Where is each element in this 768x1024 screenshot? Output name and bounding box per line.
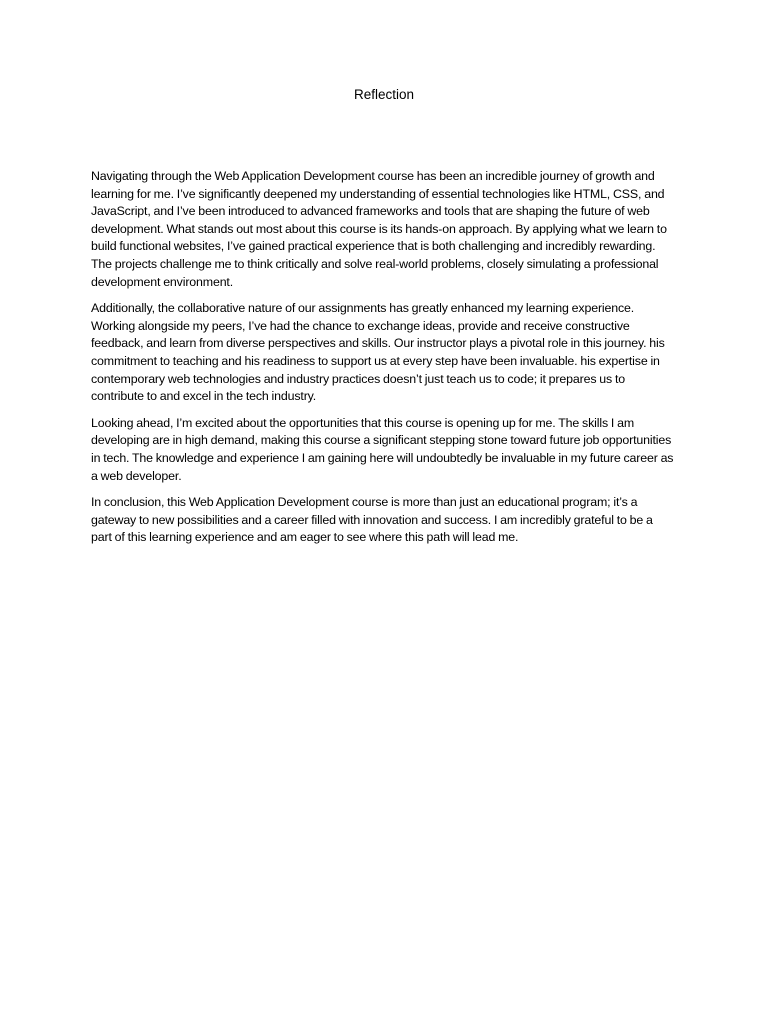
document-title: Reflection — [353, 87, 415, 102]
document-body — [91, 168, 675, 556]
paragraph-4: In conclusion, this Web Application Development course is more than just an educational program; it’s a gateway to new possibilities and a career filled with innovation and success. I am incredibly grateful to be a part of this learning experience and am eager to see where this path will lead me. — [91, 495, 653, 545]
paragraph-3: Looking ahead, I’m excited about the opportunities that this course is opening up for me. The skills I am developing are in high demand, making this course a significant stepping stone toward future job opportunities in tech. The knowledge and experience I am gaining here will undoubtedly be invaluable in my future career as a web developer. — [91, 415, 674, 483]
paragraph-2: Additionally, the collaborative nature of our assignments has greatly enhanced my learning experience. Working alongside my peers, I’ve had the chance to exchange ideas, provide and receive constructive feedback, and learn from diverse perspectives and skills. Our instructor plays a pivotal role in this journey. his commitment to teaching and his readiness to support us at every step have been invaluable. his expertise in contemporary web technologies and industry practices doesn’t just teach us to code; it prepares us to contribute to and excel in the tech industry. — [91, 301, 665, 404]
paragraph-1: Navigating through the Web Application Development course has been an incredible journey of growth and learning for me. I’ve significantly deepened my understanding of essential technologies like HTML, CSS, and JavaScript, and I’ve been introduced to advanced frameworks and tools that are shaping the future of web development. What stands out most about this course is its hands-on approach. By applying what we learn to build functional websites, I’ve gained practical experience that is both challenging and incredibly rewarding. The projects challenge me to think critically and solve real-world problems, closely simulating a professional development environment. — [91, 169, 667, 289]
